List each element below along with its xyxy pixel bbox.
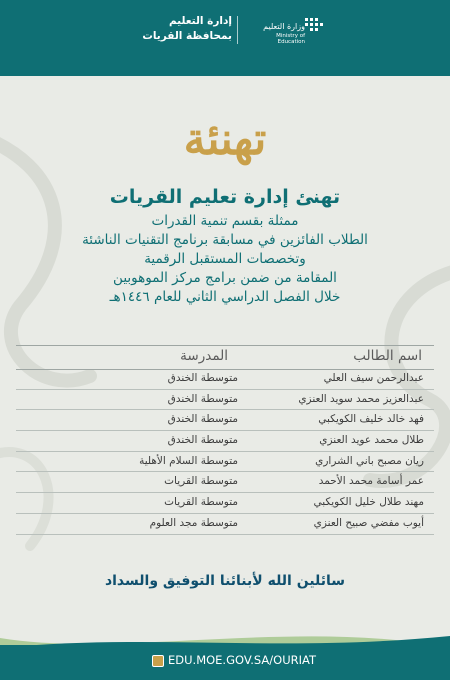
ministry-name-en: Ministry of Education [276, 33, 305, 45]
school-name: متوسطة الخندق [167, 413, 238, 426]
district-name [140, 14, 232, 44]
column-header-school: المدرسة [180, 348, 228, 364]
intro-line-1: ممثلة بقسم تنمية القدرات [151, 213, 299, 229]
student-name: عمر أسامة محمد الأحمد [318, 475, 424, 488]
table-row [16, 369, 434, 390]
column-header-student: اسم الطالب [353, 348, 422, 364]
district-line-2: بمحافظة القريات [142, 30, 232, 42]
student-name: فهد خالد خليف الكويكبي [318, 413, 424, 426]
intro-line-2: الطلاب الفائزين في مسابقة برنامج التقنيات الناشئة [82, 232, 368, 248]
school-name: متوسطة القريات [164, 496, 238, 509]
header-divider [237, 16, 238, 44]
school-name: متوسطة مجد العلوم [149, 516, 238, 529]
table-row [16, 390, 434, 411]
school-name: متوسطة الخندق [167, 372, 238, 384]
header-bar [0, 0, 450, 76]
website-link[interactable] [152, 650, 316, 670]
student-name: عبدالعزيز محمد سويد العنزي [298, 392, 424, 405]
ministry-name-ar: وزارة التعليم [263, 22, 305, 31]
student-name: أيوب مفضي صبيح العنزي [313, 516, 424, 529]
student-name: ريان مصبح باني الشراري [315, 454, 424, 467]
tahnia-word: تهنئة [183, 114, 267, 165]
website-icon [152, 655, 164, 667]
school-name: متوسطة السلام الأهلية [139, 454, 238, 467]
winners-table [16, 345, 434, 535]
main-heading: تهنئ إدارة تعليم القريات [109, 186, 341, 208]
intro-line-5: خلال الفصل الدراسي الثاني للعام ١٤٤٦هـ [109, 289, 341, 305]
intro-text [20, 212, 430, 307]
table-row [16, 493, 434, 514]
table-row [16, 410, 434, 431]
closing-prayer: سائلين الله لأبنائنا التوفيق والسداد [104, 573, 346, 589]
table-row [16, 514, 434, 535]
student-name: مهند طلال خليل الكويكبي [313, 496, 424, 509]
school-name: متوسطة القريات [164, 475, 238, 488]
district-line-1: إدارة التعليم [168, 15, 232, 27]
school-name: متوسطة الخندق [167, 392, 238, 405]
table-row [16, 431, 434, 452]
table-row [16, 452, 434, 473]
table-header [16, 345, 434, 369]
table-row [16, 472, 434, 493]
student-name: طلال محمد عويد العنزي [319, 434, 424, 447]
website-url[interactable]: EDU.MOE.GOV.SA/OURIAT [168, 653, 316, 667]
school-name: متوسطة الخندق [167, 434, 238, 447]
intro-line-3: وتخصصات المستقبل الرقمية [144, 251, 306, 267]
intro-line-4: المقامة من ضمن برامج مركز الموهوبين [113, 270, 337, 286]
student-name: عبدالرحمن سيف العلي [323, 372, 424, 384]
tahnia-calligraphy [150, 102, 300, 172]
